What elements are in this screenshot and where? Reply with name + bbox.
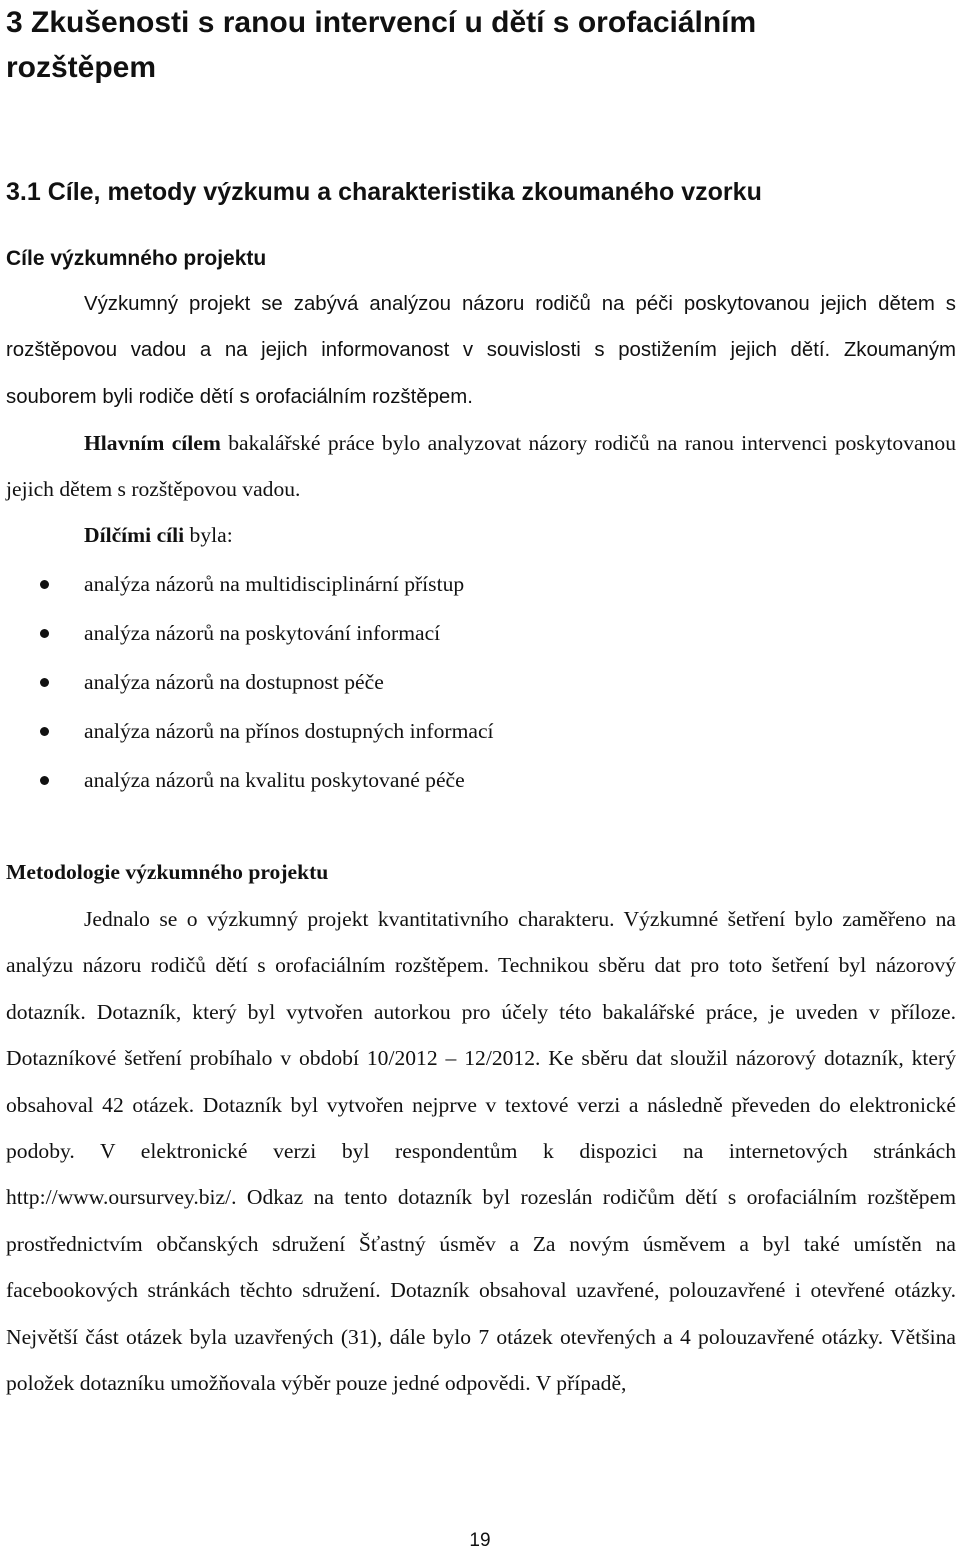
goals-heading: Cíle výzkumného projektu <box>6 247 267 270</box>
paragraph-methodology <box>6 896 956 1406</box>
paragraph-text: Výzkumný projekt se zabývá analýzou názoru rodičů na péči poskytovanou jejich dětem s rozštěpovou vadou a na jejich informovanost v souvislosti s postižením jejich dětí. Zkoumaným souborem byli rodiče dětí s orofaciálním rozštěpem. <box>6 293 956 408</box>
paragraph-text: byla: <box>184 523 233 547</box>
section-title: 3.1 Cíle, metody výzkumu a charakteristika zkoumaného vzorku <box>6 178 762 206</box>
list-item <box>40 707 940 756</box>
paragraph-text: bakalářské práce bylo analyzovat názory rodičů na ranou intervenci poskytovanou jejich dětem s rozštěpovou vadou. <box>6 431 956 502</box>
bullet-icon <box>40 678 49 687</box>
page-number: 19 <box>469 1530 491 1551</box>
paragraph-partial-goals <box>6 512 956 558</box>
goals-list <box>40 560 940 805</box>
bullet-icon <box>40 727 49 736</box>
partial-goals-label: Dílčími cíli <box>84 523 185 547</box>
bullet-icon <box>40 776 49 785</box>
list-item <box>40 560 940 609</box>
list-item-text: analýza názorů na poskytování informací <box>84 621 441 645</box>
chapter-title: 3 Zkušenosti s ranou intervencí u dětí s orofaciálním rozštěpem <box>6 6 757 84</box>
list-item <box>40 658 940 707</box>
list-item-text: analýza názorů na kvalitu poskytované péče <box>84 768 465 792</box>
list-item <box>40 609 940 658</box>
main-goal-label: Hlavním cílem <box>84 431 221 455</box>
list-item <box>40 756 940 805</box>
list-item-text: analýza názorů na přínos dostupných informací <box>84 719 494 743</box>
paragraph-main-goal <box>6 420 956 513</box>
paragraph-project-intro <box>6 281 956 420</box>
list-item-text: analýza názorů na dostupnost péče <box>84 670 384 694</box>
bullet-icon <box>40 580 49 589</box>
list-item-text: analýza názorů na multidisciplinární přístup <box>84 572 465 596</box>
bullet-icon <box>40 629 49 638</box>
paragraph-text: Jednalo se o výzkumný projekt kvantitativního charakteru. Výzkumné šetření bylo zaměřeno na analýzu názoru rodičů dětí s orofaciálním rozštěpem. Technikou sběru dat pro toto šetření byl názorový dotazník. Dotazník, který byl vytvořen autorkou pro účely této bakalářské práce, je uveden v příloze. Dotazníkové šetření probíhalo v období 10/2012 – 12/2012. Ke sběru dat sloužil názorový dotazník, který obsahoval 42 otázek. Dotazník byl vytvořen nejprve v textové verzi a následně převeden do elektronické podoby. V elektronické verzi byl respondentům k dispozici na internetových stránkách http://www.oursurvey.biz/. Odkaz na tento dotazník byl rozeslán rodičům dětí s orofaciálním rozštěpem prostřednictvím občanských sdružení Šťastný úsměv a Za novým úsměvem a byl také umístěn na facebookových stránkách těchto sdružení. Dotazník obsahoval uzavřené, polouzavřené i otevřené otázky. Největší část otázek byla uzavřených (31), dále bylo 7 otázek otevřených a 4 polouzavřené otázky. Většina položek dotazníku umožňovala výběr pouze jedné odpovědi. V případě, <box>6 907 956 1396</box>
methodology-heading: Metodologie výzkumného projektu <box>6 860 329 884</box>
